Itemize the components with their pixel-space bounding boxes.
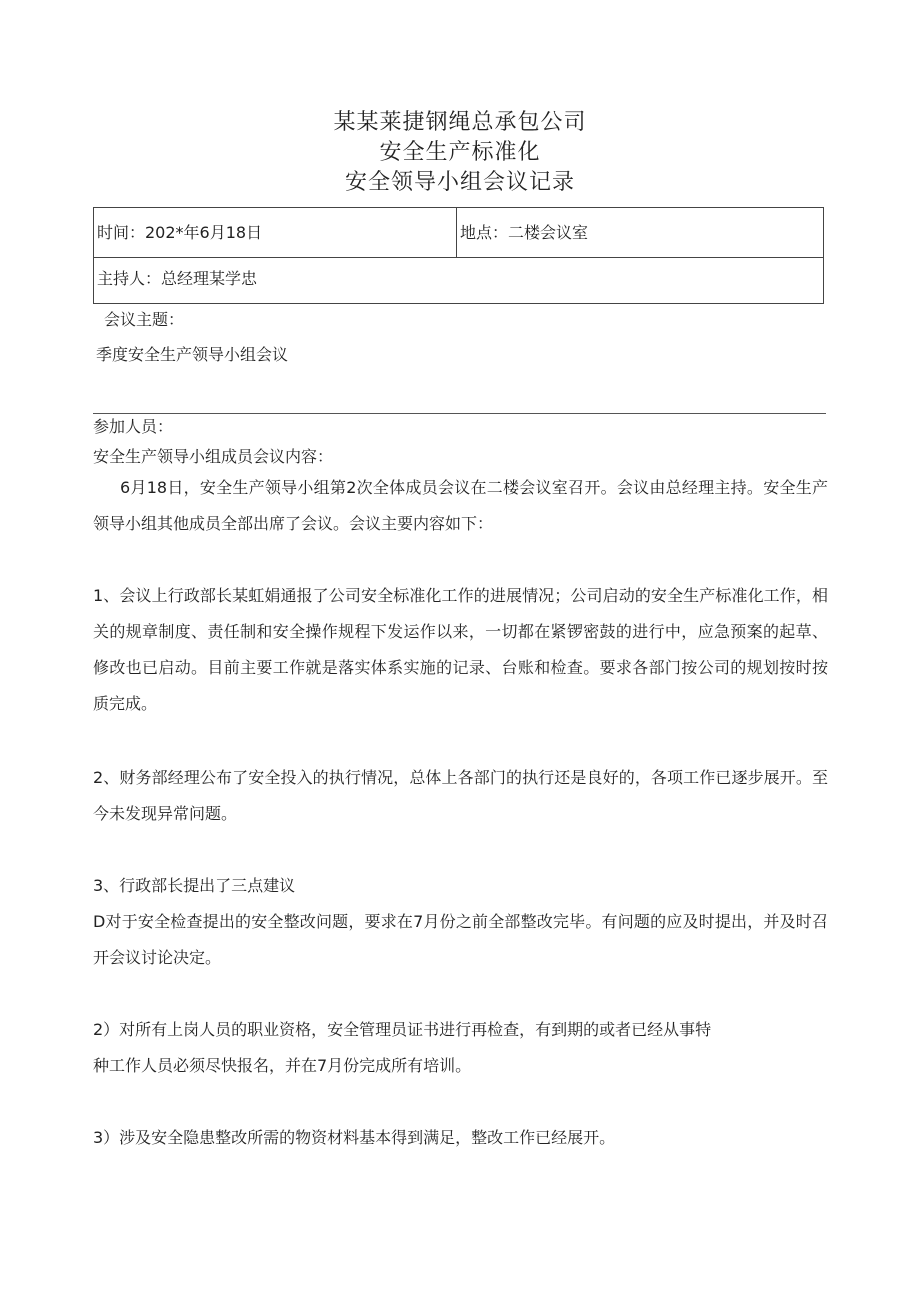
- subtitle-meeting-record: 安全领导小组会议记录: [344, 170, 575, 195]
- content-label: 安全生产领导小组成员会议内容：: [93, 447, 334, 466]
- topic-value: 季度安全生产领导小组会议: [96, 345, 289, 364]
- agenda-item-3-heading: 3、行政部长提出了三点建议: [93, 876, 296, 895]
- agenda-item-3-sub-2-line-1: 2）对所有上岗人员的职业资格，安全管理员证书进行再检查，有到期的或者已经从事特: [93, 1020, 712, 1039]
- meeting-place: 地点：二楼会议室: [460, 223, 589, 242]
- section-divider: [93, 413, 826, 414]
- topic-label: 会议主题：: [104, 310, 185, 329]
- agenda-item-3-sub-3: 3）涉及安全隐患整改所需的物资材料基本得到满足，整改工作已经展开。: [93, 1128, 616, 1147]
- agenda-item-2: 2、财务部经理公布了安全投入的执行情况，总体上各部门的执行还是良好的，各项工作已逐步展开。至今未发现异常问题。: [93, 768, 828, 823]
- meeting-intro-paragraph: 6月18日，安全生产领导小组第2次全体成员会议在二楼会议室召开。会议由总经理主持。安全生产领导小组其他成员全部出席了会议。会议主要内容如下：: [93, 478, 828, 533]
- participants-label: 参加人员：: [93, 417, 174, 436]
- company-title: 某某莱捷钢绳总承包公司: [333, 110, 587, 135]
- meeting-info-table: [93, 207, 824, 304]
- info-row-time-place: [94, 208, 823, 258]
- agenda-item-3-sub-1: D对于安全检查提出的安全整改问题，要求在7月份之前全部整改完毕。有问题的应及时提出，并及时召开会议讨论决定。: [93, 912, 828, 967]
- document-title-block: [0, 108, 920, 198]
- agenda-item-3-sub-2-line-2: 种工作人员必须尽快报名，并在7月份完成所有培训。: [93, 1056, 472, 1075]
- agenda-item-1: 1、会议上行政部长某虹娟通报了公司安全标准化工作的进展情况；公司启动的安全生产标准化工作，相关的规章制度、责任制和安全操作规程下发运作以来，一切都在紧锣密鼓的进行中，应急预案的起草、修改也已启动。目前主要工作就是落实体系实施的记录、台账和检查。要求各部门按公司的规划按时按质完成。: [93, 586, 828, 713]
- meeting-host: 主持人：总经理某学忠: [97, 269, 258, 288]
- subtitle-standardization: 安全生产标准化: [379, 140, 541, 165]
- meeting-time: 时间：202*年6月18日: [94, 208, 457, 257]
